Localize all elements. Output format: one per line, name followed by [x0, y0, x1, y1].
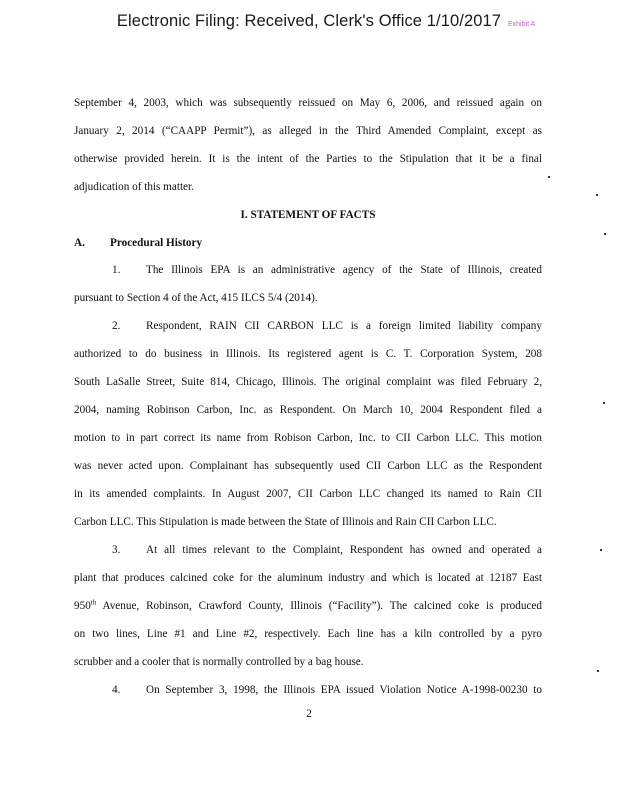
paragraph-2-line-4: 2004, naming Robinson Carbon, Inc. as Respondent. On March 10, 2004 Respondent filed a — [74, 404, 542, 416]
paragraph-number: 3. — [112, 544, 121, 556]
paragraph-3-line-2: plant that produces calcined coke for the aluminum industry and which is located at 12187 East — [74, 572, 542, 584]
section-title: I. STATEMENT OF FACTS — [240, 209, 376, 221]
intro-line-4: adjudication of this matter. — [74, 181, 194, 193]
paragraph-text: The Illinois EPA is an administrative agency of the State of Illinois, created — [146, 264, 542, 276]
subsection-title: Procedural History — [110, 237, 203, 249]
subsection-heading — [74, 236, 542, 250]
intro-line-2: January 2, 2014 (“CAAPP Permit”), as alleged in the Third Amended Complaint, except as — [74, 125, 542, 137]
intro-line-3: otherwise provided herein. It is the intent of the Parties to the Stipulation that it be a final — [74, 153, 542, 165]
paragraph-1-first-line — [74, 263, 542, 277]
filing-stamp-header: Electronic Filing: Received, Clerk's Office 1/10/2017 — [116, 12, 502, 30]
paragraph-text: At all times relevant to the Complaint, Respondent has owned and operated a — [146, 544, 542, 556]
paragraph-2-line-6: was never acted upon. Complainant has subsequently used CII Carbon LLC as the Respondent — [74, 460, 542, 472]
exhibit-tag: Exhibit A — [508, 21, 536, 28]
scan-speck — [596, 194, 598, 196]
scan-speck — [604, 233, 606, 235]
paragraph-2-first-line — [74, 319, 542, 333]
paragraph-2-line-3: South LaSalle Street, Suite 814, Chicago, Illinois. The original complaint was filed February 2, — [74, 376, 542, 388]
paragraph-3-line-3-text: Avenue, Robinson, Crawford County, Illinois (“Facility”). The calcined coke is produced — [102, 600, 542, 612]
paragraph-3-line-4: on two lines, Line #1 and Line #2, respectively. Each line has a kiln controlled by a pyro — [74, 628, 542, 640]
street-number-suffix: th — [90, 598, 97, 607]
scan-speck — [600, 549, 602, 551]
paragraph-number: 2. — [112, 320, 121, 332]
paragraph-2-line-5: motion to in part correct its name from Robison Carbon, Inc. to CII Carbon LLC. This motion — [74, 432, 542, 444]
paragraph-3-line-3 — [74, 599, 542, 613]
street-number: 950 — [74, 600, 91, 612]
paragraph-4-first-line — [74, 683, 542, 697]
paragraph-2-line-2: authorized to do business in Illinois. Its registered agent is C. T. Corporation System, 208 — [74, 348, 542, 360]
scan-speck — [597, 670, 599, 672]
paragraph-text: Respondent, RAIN CII CARBON LLC is a foreign limited liability company — [146, 320, 542, 332]
page-number: 2 — [306, 708, 312, 720]
paragraph-2-line-7: in its amended complaints. In August 2007, CII Carbon LLC changed its named to Rain CII — [74, 488, 542, 500]
paragraph-text: On September 3, 1998, the Illinois EPA issued Violation Notice A-1998-00230 to — [146, 684, 542, 696]
scan-speck — [603, 402, 605, 404]
intro-line-1: September 4, 2003, which was subsequently reissued on May 6, 2006, and reissued again on — [74, 97, 542, 109]
paragraph-1-line-2: pursuant to Section 4 of the Act, 415 ILCS 5/4 (2014). — [74, 292, 318, 304]
paragraph-number: 4. — [112, 684, 121, 696]
paragraph-3-line-5: scrubber and a cooler that is normally controlled by a bag house. — [74, 656, 364, 668]
subsection-letter: A. — [74, 237, 85, 249]
scan-speck — [548, 176, 550, 178]
paragraph-number: 1. — [112, 264, 121, 276]
paragraph-3-first-line — [74, 543, 542, 557]
paragraph-2-line-8: Carbon LLC. This Stipulation is made between the State of Illinois and Rain CII Carbon LLC. — [74, 516, 497, 528]
